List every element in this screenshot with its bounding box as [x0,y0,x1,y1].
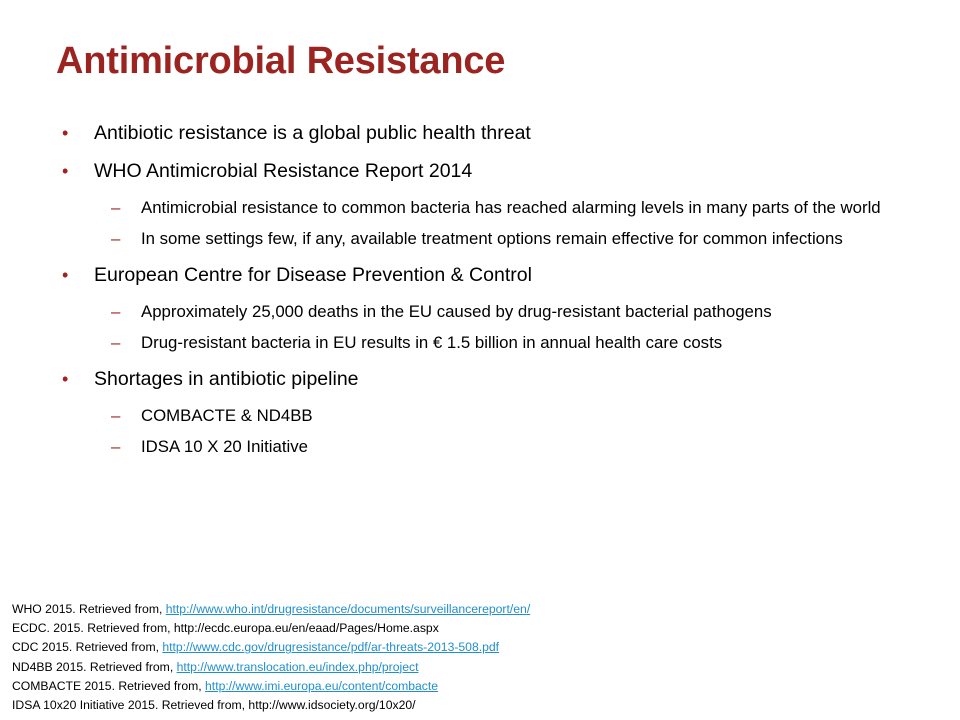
reference-link[interactable]: http://www.translocation.eu/index.php/project [176,659,419,674]
reference-cdc [12,638,530,657]
sub-bullet-item [62,433,922,461]
sub-bullet-text: In some settings few, if any, available treatment options remain effective for common infections [141,229,843,248]
slide-title: Antimicrobial Resistance [56,40,506,82]
reference-nd4bb [12,658,530,677]
bullet-icon: • [62,369,69,389]
bullet-text: WHO Antimicrobial Resistance Report 2014 [94,160,473,182]
dash-icon: – [111,229,121,248]
bullet-icon: • [62,265,69,285]
sub-bullet-item [62,402,922,430]
sub-bullet-text: Antimicrobial resistance to common bacteria has reached alarming levels in many parts of the world [141,198,881,217]
sub-bullet-text: Drug-resistant bacteria in EU results in € 1.5 billion in annual health care costs [141,333,723,352]
bullet-icon: • [62,123,69,143]
reference-prefix: IDSA 10x20 Initiative 2015. Retrieved from, http://www.idsociety.org/10x20/ [12,698,416,713]
bullet-text: Antibiotic resistance is a global public health threat [94,122,531,144]
sub-bullet-text: COMBACTE & ND4BB [141,406,313,425]
bullet-text: Shortages in antibiotic pipeline [94,368,359,390]
reference-link[interactable]: http://www.cdc.gov/drugresistance/pdf/ar-threats-2013-508.pdf [162,640,500,655]
reference-prefix: WHO 2015. Retrieved from, [12,602,166,616]
slide-body [62,118,922,464]
reference-combacte [12,677,530,696]
reference-prefix: ECDC. 2015. Retrieved from, http://ecdc.europa.eu/en/eaad/Pages/Home.aspx [12,621,439,636]
bullet-item [62,364,922,394]
bullet-icon: • [62,161,69,181]
dash-icon: – [111,333,121,352]
references [12,600,530,715]
reference-prefix: COMBACTE 2015. Retrieved from, [12,678,206,693]
sub-bullet-item [62,225,922,253]
dash-icon: – [111,302,121,321]
sub-bullet-item [62,194,922,222]
reference-idsa [12,696,530,715]
reference-prefix: CDC 2015. Retrieved from, [12,640,163,655]
sub-bullet-text: Approximately 25,000 deaths in the EU caused by drug-resistant bacterial pathogens [141,302,772,321]
sub-bullet-text: IDSA 10 X 20 Initiative [141,437,308,456]
bullet-item [62,118,922,148]
reference-link[interactable]: http://www.who.int/drugresistance/documents/surveillancereport/en/ [165,602,531,616]
bullet-text: European Centre for Disease Prevention & Control [94,264,532,286]
reference-who [12,600,530,619]
bullet-item [62,156,922,186]
reference-prefix: ND4BB 2015. Retrieved from, [12,659,177,674]
dash-icon: – [111,198,121,217]
sub-bullet-item [62,329,922,357]
sub-bullet-item [62,298,922,326]
dash-icon: – [111,406,121,425]
reference-ecdc [12,619,530,638]
bullet-item [62,260,922,290]
reference-link[interactable]: http://www.imi.europa.eu/content/combacte [205,678,439,693]
dash-icon: – [111,437,121,456]
